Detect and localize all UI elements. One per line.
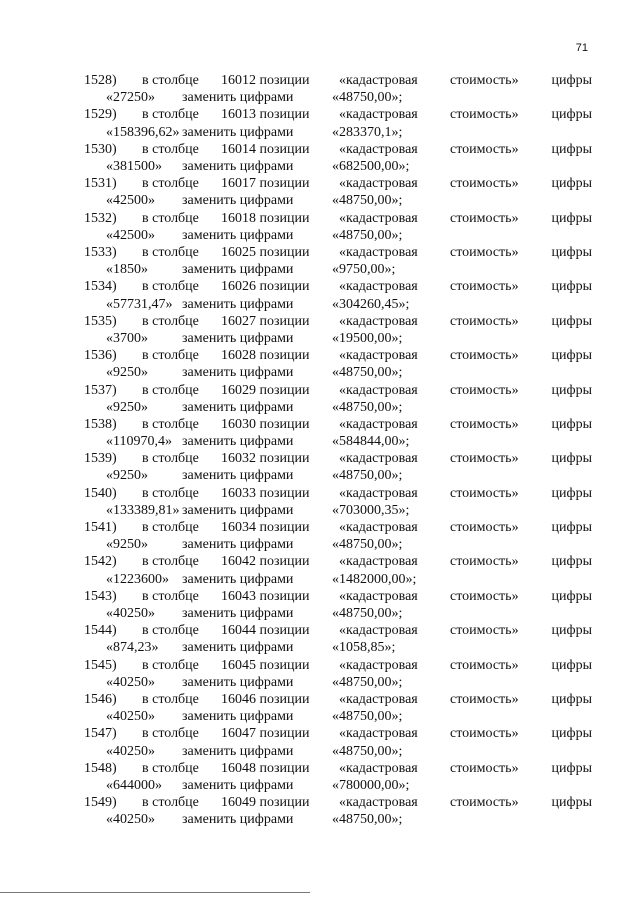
position-label: 16012 позиции	[221, 73, 310, 88]
old-value: «1850»	[106, 262, 148, 278]
replace-label: заменить цифрами	[182, 90, 294, 106]
entry-number: 1530)	[84, 141, 117, 157]
entry-line-2	[84, 674, 592, 691]
digits-label: цифры	[551, 382, 592, 398]
kadastr-label: «кадастровая	[339, 176, 418, 192]
kadastr-label: «кадастровая	[339, 520, 418, 536]
digits-label: цифры	[551, 623, 592, 639]
entry-line-1	[84, 760, 592, 777]
old-value: «644000»	[106, 778, 162, 793]
amendment-entry	[84, 519, 592, 553]
new-value: «584844,00»;	[332, 434, 410, 450]
cost-label: стоимость»	[450, 348, 519, 364]
new-value: «703000,35»;	[332, 502, 410, 518]
new-value: «780000,00»;	[332, 778, 410, 793]
old-value: «40250»	[106, 709, 155, 725]
entry-line-2	[84, 261, 592, 278]
entry-line-2	[84, 364, 592, 381]
column-label: в столбце	[142, 795, 199, 811]
entry-number: 1541)	[84, 520, 117, 536]
cost-label: стоимость»	[450, 107, 519, 123]
kadastr-label: «кадастровая	[339, 382, 418, 398]
column-label: в столбце	[142, 244, 199, 260]
entry-number: 1540)	[84, 485, 117, 501]
position-label: 16013 позиции	[221, 107, 310, 123]
kadastr-label: «кадастровая	[339, 588, 418, 604]
entry-line-1	[84, 141, 592, 158]
column-label: в столбце	[142, 416, 199, 432]
entry-line-2	[84, 330, 592, 347]
entry-line-1	[84, 175, 592, 192]
position-label: 16049 позиции	[221, 795, 310, 811]
cost-label: стоимость»	[450, 520, 519, 536]
kadastr-label: «кадастровая	[339, 623, 418, 639]
entry-line-2	[84, 467, 592, 484]
replace-label: заменить цифрами	[182, 330, 294, 346]
new-value: «1058,85»;	[332, 640, 396, 656]
digits-label: цифры	[551, 244, 592, 260]
cost-label: стоимость»	[450, 692, 519, 708]
entry-line-1	[84, 622, 592, 639]
old-value: «9250»	[106, 537, 148, 553]
new-value: «48750,00»;	[332, 743, 403, 759]
kadastr-label: «кадастровая	[339, 348, 418, 364]
kadastr-label: «кадастровая	[339, 313, 418, 329]
digits-label: цифры	[551, 416, 592, 432]
cost-label: стоимость»	[450, 760, 519, 776]
entry-line-2	[84, 811, 592, 828]
old-value: «133389,81»	[106, 502, 180, 518]
digits-label: цифры	[551, 141, 592, 157]
amendment-entry	[84, 588, 592, 622]
cost-label: стоимость»	[450, 279, 519, 295]
entry-line-2	[84, 124, 592, 141]
column-label: в столбце	[142, 73, 199, 88]
entry-line-1	[84, 382, 592, 399]
column-label: в столбце	[142, 176, 199, 192]
entry-number: 1549)	[84, 795, 117, 811]
entry-number: 1529)	[84, 107, 117, 123]
replace-label: заменить цифрами	[182, 640, 294, 656]
position-label: 16045 позиции	[221, 657, 310, 673]
entry-line-2	[84, 502, 592, 519]
entry-number: 1544)	[84, 623, 117, 639]
column-label: в столбце	[142, 451, 199, 467]
replace-label: заменить цифрами	[182, 709, 294, 725]
amendment-entry	[84, 278, 592, 312]
digits-label: цифры	[551, 588, 592, 604]
replace-label: заменить цифрами	[182, 434, 294, 450]
amendment-entry	[84, 691, 592, 725]
digits-label: цифры	[551, 451, 592, 467]
entry-number: 1547)	[84, 726, 117, 742]
old-value: «9250»	[106, 468, 148, 484]
cost-label: стоимость»	[450, 795, 519, 811]
entry-number: 1546)	[84, 692, 117, 708]
position-label: 16043 позиции	[221, 588, 310, 604]
digits-label: цифры	[551, 760, 592, 776]
cost-label: стоимость»	[450, 416, 519, 432]
new-value: «304260,45»;	[332, 296, 410, 312]
kadastr-label: «кадастровая	[339, 726, 418, 742]
column-label: в столбце	[142, 692, 199, 708]
old-value: «158396,62»	[106, 124, 180, 140]
cost-label: стоимость»	[450, 244, 519, 260]
entry-line-2	[84, 192, 592, 209]
old-value: «57731,47»	[106, 296, 173, 312]
column-label: в столбце	[142, 554, 199, 570]
amendment-entry	[84, 244, 592, 278]
old-value: «110970,4»	[106, 434, 172, 450]
entry-line-2	[84, 777, 592, 794]
entry-line-1	[84, 450, 592, 467]
new-value: «48750,00»;	[332, 90, 403, 106]
column-label: в столбце	[142, 623, 199, 639]
entry-line-2	[84, 399, 592, 416]
new-value: «48750,00»;	[332, 399, 403, 415]
cost-label: стоимость»	[450, 554, 519, 570]
old-value: «9250»	[106, 399, 148, 415]
kadastr-label: «кадастровая	[339, 554, 418, 570]
position-label: 16017 позиции	[221, 176, 310, 192]
digits-label: цифры	[551, 279, 592, 295]
new-value: «283370,1»;	[332, 124, 403, 140]
replace-label: заменить цифрами	[182, 537, 294, 553]
entry-line-2	[84, 743, 592, 760]
kadastr-label: «кадастровая	[339, 451, 418, 467]
old-value: «42500»	[106, 193, 155, 209]
cost-label: стоимость»	[450, 726, 519, 742]
old-value: «40250»	[106, 606, 155, 622]
cost-label: стоимость»	[450, 451, 519, 467]
entry-line-1	[84, 416, 592, 433]
footer-divider	[0, 892, 310, 893]
page-number: 71	[575, 42, 588, 54]
amendment-entry	[84, 416, 592, 450]
replace-label: заменить цифрами	[182, 365, 294, 381]
column-label: в столбце	[142, 760, 199, 776]
position-label: 16042 позиции	[221, 554, 310, 570]
cost-label: стоимость»	[450, 313, 519, 329]
entry-line-1	[84, 485, 592, 502]
replace-label: заменить цифрами	[182, 468, 294, 484]
cost-label: стоимость»	[450, 176, 519, 192]
digits-label: цифры	[551, 348, 592, 364]
cost-label: стоимость»	[450, 382, 519, 398]
amendment-entry	[84, 794, 592, 828]
entry-number: 1535)	[84, 313, 117, 329]
new-value: «48750,00»;	[332, 193, 403, 209]
new-value: «48750,00»;	[332, 709, 403, 725]
cost-label: стоимость»	[450, 73, 519, 88]
amendment-entry	[84, 382, 592, 416]
position-label: 16027 позиции	[221, 313, 310, 329]
kadastr-label: «кадастровая	[339, 485, 418, 501]
column-label: в столбце	[142, 382, 199, 398]
replace-label: заменить цифрами	[182, 399, 294, 415]
amendment-entry	[84, 725, 592, 759]
kadastr-label: «кадастровая	[339, 210, 418, 226]
kadastr-label: «кадастровая	[339, 244, 418, 260]
entry-line-2	[84, 571, 592, 588]
entry-number: 1534)	[84, 279, 117, 295]
kadastr-label: «кадастровая	[339, 795, 418, 811]
position-label: 16028 позиции	[221, 348, 310, 364]
entry-line-2	[84, 536, 592, 553]
entry-line-2	[84, 296, 592, 313]
amendment-entry	[84, 760, 592, 794]
column-label: в столбце	[142, 210, 199, 226]
entry-line-1	[84, 278, 592, 295]
amendment-entry	[84, 106, 592, 140]
entry-line-1	[84, 72, 592, 89]
old-value: «874,23»	[106, 640, 159, 656]
entry-line-2	[84, 227, 592, 244]
cost-label: стоимость»	[450, 485, 519, 501]
new-value: «48750,00»;	[332, 812, 403, 828]
digits-label: цифры	[551, 176, 592, 192]
entry-line-2	[84, 605, 592, 622]
new-value: «48750,00»;	[332, 606, 403, 622]
column-label: в столбце	[142, 726, 199, 742]
digits-label: цифры	[551, 692, 592, 708]
entry-line-2	[84, 158, 592, 175]
new-value: «19500,00»;	[332, 330, 403, 346]
entry-number: 1539)	[84, 451, 117, 467]
old-value: «27250»	[106, 90, 155, 106]
entry-line-1	[84, 519, 592, 536]
position-label: 16025 позиции	[221, 244, 310, 260]
amendment-entry	[84, 210, 592, 244]
new-value: «682500,00»;	[332, 158, 410, 174]
position-label: 16030 позиции	[221, 416, 310, 432]
position-label: 16014 позиции	[221, 141, 310, 157]
entry-line-2	[84, 433, 592, 450]
entry-number: 1528)	[84, 73, 117, 88]
replace-label: заменить цифрами	[182, 158, 294, 174]
old-value: «40250»	[106, 674, 155, 690]
entry-line-1	[84, 657, 592, 674]
entry-number: 1543)	[84, 588, 117, 604]
digits-label: цифры	[551, 73, 592, 88]
old-value: «40250»	[106, 743, 155, 759]
amendment-entry	[84, 553, 592, 587]
entry-number: 1548)	[84, 760, 117, 776]
entry-line-1	[84, 313, 592, 330]
old-value: «1223600»	[106, 571, 169, 587]
column-label: в столбце	[142, 279, 199, 295]
entry-line-1	[84, 106, 592, 123]
amendment-entry	[84, 141, 592, 175]
column-label: в столбце	[142, 313, 199, 329]
kadastr-label: «кадастровая	[339, 107, 418, 123]
amendment-entry	[84, 313, 592, 347]
kadastr-label: «кадастровая	[339, 416, 418, 432]
amendment-entry	[84, 485, 592, 519]
cost-label: стоимость»	[450, 210, 519, 226]
old-value: «42500»	[106, 227, 155, 243]
replace-label: заменить цифрами	[182, 674, 294, 690]
new-value: «48750,00»;	[332, 537, 403, 553]
replace-label: заменить цифрами	[182, 778, 294, 793]
entry-line-1	[84, 347, 592, 364]
position-label: 16046 позиции	[221, 692, 310, 708]
amendment-entry	[84, 622, 592, 656]
column-label: в столбце	[142, 588, 199, 604]
entry-line-1	[84, 244, 592, 261]
digits-label: цифры	[551, 485, 592, 501]
column-label: в столбце	[142, 520, 199, 536]
entry-line-1	[84, 210, 592, 227]
position-label: 16047 позиции	[221, 726, 310, 742]
replace-label: заменить цифрами	[182, 193, 294, 209]
kadastr-label: «кадастровая	[339, 279, 418, 295]
position-label: 16026 позиции	[221, 279, 310, 295]
amendment-entry	[84, 175, 592, 209]
replace-label: заменить цифрами	[182, 812, 294, 828]
column-label: в столбце	[142, 348, 199, 364]
entry-line-1	[84, 691, 592, 708]
entry-number: 1533)	[84, 244, 117, 260]
new-value: «48750,00»;	[332, 365, 403, 381]
old-value: «3700»	[106, 330, 148, 346]
replace-label: заменить цифрами	[182, 227, 294, 243]
amendment-entry	[84, 450, 592, 484]
kadastr-label: «кадастровая	[339, 692, 418, 708]
kadastr-label: «кадастровая	[339, 760, 418, 776]
new-value: «48750,00»;	[332, 227, 403, 243]
replace-label: заменить цифрами	[182, 296, 294, 312]
old-value: «9250»	[106, 365, 148, 381]
position-label: 16034 позиции	[221, 520, 310, 536]
amendment-entry	[84, 347, 592, 381]
cost-label: стоимость»	[450, 588, 519, 604]
position-label: 16032 позиции	[221, 451, 310, 467]
cost-label: стоимость»	[450, 141, 519, 157]
position-label: 16033 позиции	[221, 485, 310, 501]
kadastr-label: «кадастровая	[339, 657, 418, 673]
document-body	[84, 72, 592, 829]
digits-label: цифры	[551, 657, 592, 673]
new-value: «48750,00»;	[332, 468, 403, 484]
replace-label: заменить цифрами	[182, 571, 294, 587]
cost-label: стоимость»	[450, 623, 519, 639]
amendment-entry	[84, 657, 592, 691]
old-value: «40250»	[106, 812, 155, 828]
replace-label: заменить цифрами	[182, 124, 294, 140]
entry-number: 1531)	[84, 176, 117, 192]
digits-label: цифры	[551, 520, 592, 536]
entry-line-1	[84, 794, 592, 811]
column-label: в столбце	[142, 107, 199, 123]
entry-line-1	[84, 588, 592, 605]
column-label: в столбце	[142, 141, 199, 157]
entry-line-1	[84, 725, 592, 742]
entry-line-1	[84, 553, 592, 570]
new-value: «48750,00»;	[332, 674, 403, 690]
entry-line-2	[84, 639, 592, 656]
column-label: в столбце	[142, 485, 199, 501]
new-value: «1482000,00»;	[332, 571, 417, 587]
new-value: «9750,00»;	[332, 262, 396, 278]
position-label: 16029 позиции	[221, 382, 310, 398]
kadastr-label: «кадастровая	[339, 141, 418, 157]
entry-line-2	[84, 708, 592, 725]
position-label: 16018 позиции	[221, 210, 310, 226]
entry-line-2	[84, 89, 592, 106]
digits-label: цифры	[551, 313, 592, 329]
amendment-entry	[84, 72, 592, 106]
cost-label: стоимость»	[450, 657, 519, 673]
column-label: в столбце	[142, 657, 199, 673]
kadastr-label: «кадастровая	[339, 73, 418, 88]
replace-label: заменить цифрами	[182, 502, 294, 518]
replace-label: заменить цифрами	[182, 262, 294, 278]
replace-label: заменить цифрами	[182, 606, 294, 622]
position-label: 16048 позиции	[221, 760, 310, 776]
entry-number: 1536)	[84, 348, 117, 364]
entry-number: 1538)	[84, 416, 117, 432]
entry-number: 1537)	[84, 382, 117, 398]
digits-label: цифры	[551, 107, 592, 123]
replace-label: заменить цифрами	[182, 743, 294, 759]
entry-number: 1542)	[84, 554, 117, 570]
entry-number: 1532)	[84, 210, 117, 226]
old-value: «381500»	[106, 158, 162, 174]
digits-label: цифры	[551, 726, 592, 742]
digits-label: цифры	[551, 210, 592, 226]
entry-number: 1545)	[84, 657, 117, 673]
digits-label: цифры	[551, 554, 592, 570]
digits-label: цифры	[551, 795, 592, 811]
position-label: 16044 позиции	[221, 623, 310, 639]
